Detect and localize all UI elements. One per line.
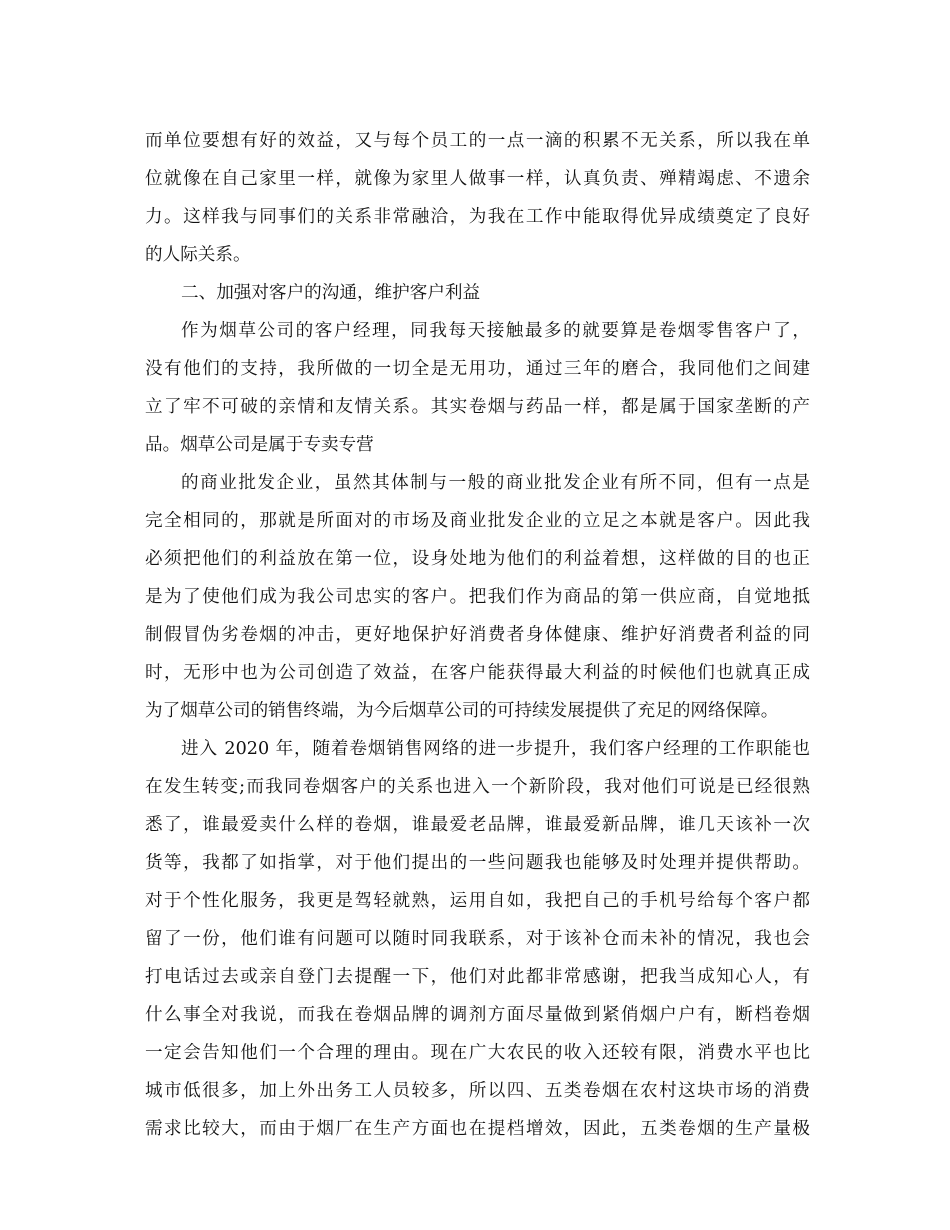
text-line: 必须把他们的利益放在第一位，设身处地为他们的利益着想，这样做的目的也正 [145, 549, 810, 569]
text-line: 什么事全对我说，而我在卷烟品牌的调剂方面尽量做到紧俏烟户户有，断档卷烟 [145, 1005, 810, 1025]
text-line: 进入 2020 年，随着卷烟销售网络的进一步提升，我们客户经理的工作职能也 [181, 739, 810, 759]
text-line: 打电话过去或亲自登门去提醒一下，他们对此都非常感谢，把我当成知心人，有 [145, 967, 810, 987]
text-line: 品。烟草公司是属于专卖专营 [145, 435, 374, 455]
text-line: 没有他们的支持，我所做的一切全是无用功，通过三年的磨合，我同他们之间建 [145, 359, 810, 379]
text-line: 的商业批发企业，虽然其体制与一般的商业批发企业有所不同，但有一点是 [181, 473, 810, 493]
document-body [145, 122, 810, 1148]
text-line: 悉了，谁最爱卖什么样的卷烟，谁最爱老品牌，谁最爱新品牌，谁几天该补一次 [145, 815, 810, 835]
text-line: 立了牢不可破的亲情和友情关系。其实卷烟与药品一样，都是属于国家垄断的产 [145, 397, 810, 417]
text-line: 是为了使他们成为我公司忠实的客户。把我们作为商品的第一供应商，自觉地抵 [145, 587, 810, 607]
text-line: 位就像在自己家里一样，就像为家里人做事一样，认真负责、殚精竭虑、不遗余 [145, 169, 810, 189]
section-heading: 二、加强对客户的沟通，维护客户利益 [181, 283, 481, 303]
text-line: 城市低很多，加上外出务工人员较多，所以四、五类卷烟在农村这块市场的消费 [145, 1081, 810, 1101]
text-line: 制假冒伪劣卷烟的冲击，更好地保护好消费者身体健康、维护好消费者利益的同 [145, 625, 810, 645]
text-line: 力。这样我与同事们的关系非常融洽，为我在工作中能取得优异成绩奠定了良好 [145, 207, 810, 227]
text-line: 留了一份，他们谁有问题可以随时同我联系，对于该补仓而未补的情况，我也会 [145, 929, 810, 949]
text-line: 作为烟草公司的客户经理，同我每天接触最多的就要算是卷烟零售客户了， [181, 321, 810, 341]
text-line: 完全相同的，那就是所面对的市场及商业批发企业的立足之本就是客户。因此我 [145, 511, 810, 531]
text-line: 一定会告知他们一个合理的理由。现在广大农民的收入还较有限，消费水平也比 [145, 1043, 810, 1063]
text-line: 而单位要想有好的效益，又与每个员工的一点一滴的积累不无关系，所以我在单 [145, 131, 810, 151]
text-line: 为了烟草公司的销售终端，为今后烟草公司的可持续发展提供了充足的网络保障。 [145, 701, 779, 721]
text-line: 的人际关系。 [145, 245, 251, 265]
text-line: 需求比较大，而由于烟厂在生产方面也在提档增效，因此，五类卷烟的生产量极 [145, 1119, 810, 1139]
text-line: 在发生转变;而我同卷烟客户的关系也进入一个新阶段，我对他们可说是已经很熟 [145, 777, 810, 797]
text-line: 时，无形中也为公司创造了效益，在客户能获得最大利益的时候他们也就真正成 [145, 663, 810, 683]
text-line: 货等，我都了如指掌，对于他们提出的一些问题我也能够及时处理并提供帮助。 [145, 853, 810, 873]
text-line: 对于个性化服务，我更是驾轻就熟，运用自如，我把自己的手机号给每个客户都 [145, 891, 810, 911]
